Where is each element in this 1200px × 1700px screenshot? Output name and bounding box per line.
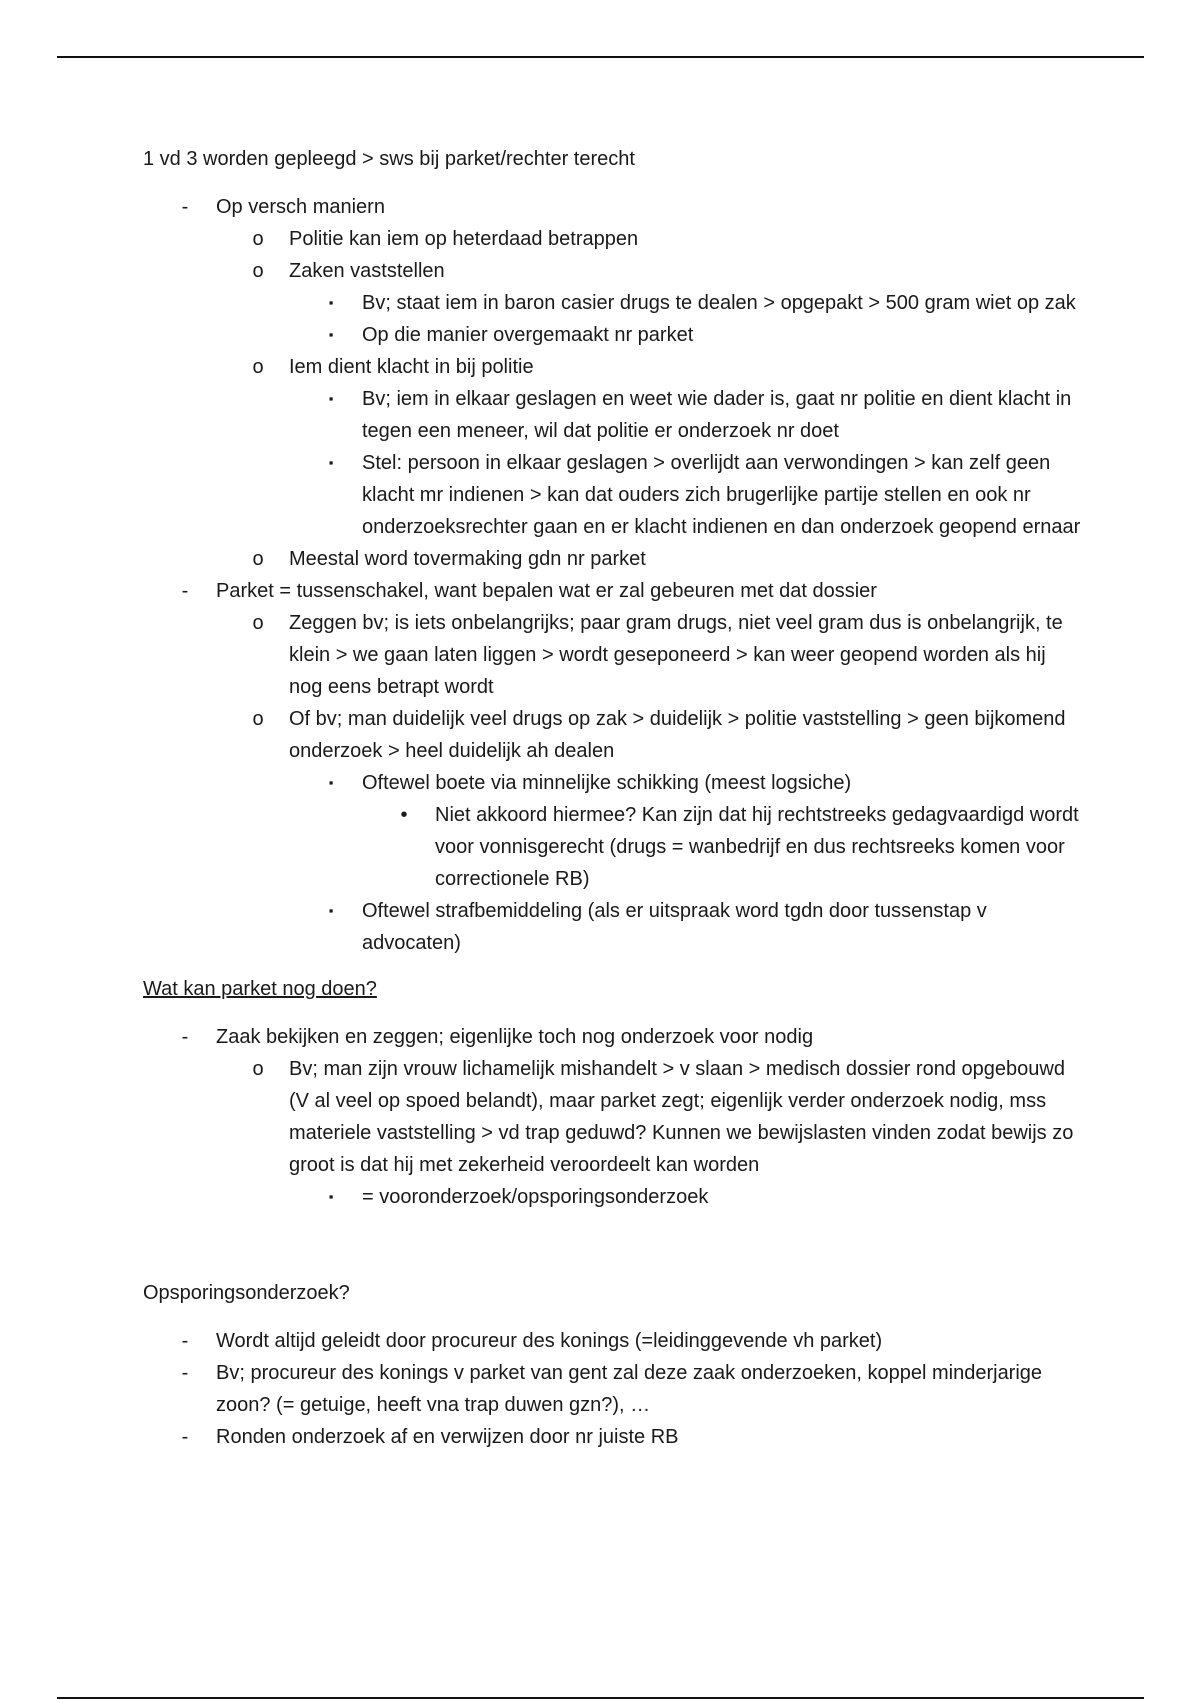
list-item: ▪ = vooronderzoek/opsporingsonderzoek bbox=[143, 1181, 1083, 1213]
list-item: ▪ Bv; staat iem in baron casier drugs te dealen > opgepakt > 500 gram wiet op zak bbox=[143, 287, 1083, 319]
section2-heading: Wat kan parket nog doen? bbox=[143, 978, 377, 1000]
list-item: ▪ Bv; iem in elkaar geslagen en weet wie dader is, gaat nr politie en dient klacht in tegen een meneer, wil dat politie er onderzoek nr doet bbox=[143, 383, 1083, 447]
footer-rule bbox=[57, 1697, 1144, 1699]
list-item: ▪ Oftewel boete via minnelijke schikking (meest logsiche) bbox=[143, 767, 1083, 799]
list-item: - Ronden onderzoek af en verwijzen door nr juiste RB bbox=[143, 1421, 1083, 1453]
square-bullet-icon: ▪ bbox=[328, 327, 334, 342]
list-item: o Zeggen bv; is iets onbelangrijks; paar gram drugs, niet veel gram dus is onbelangrijk, te klein > we gaan laten liggen > wordt geseponeerd > kan weer geopend worden als hij nog eens betrapt wordt bbox=[143, 607, 1083, 703]
section3-list bbox=[143, 1325, 1083, 1453]
bullet-icon: • bbox=[400, 804, 408, 826]
list-item: - Parket = tussenschakel, want bepalen wat er zal gebeuren met dat dossier bbox=[143, 575, 1083, 607]
square-bullet-icon: ▪ bbox=[328, 391, 334, 406]
list-item: - Bv; procureur des konings v parket van gent zal deze zaak onderzoeken, koppel minderjarige zoon? (= getuige, heeft vna trap duwen gzn?), … bbox=[143, 1357, 1083, 1421]
dash-marker: - bbox=[181, 1330, 189, 1352]
list-item: o Iem dient klacht in bij politie bbox=[143, 351, 1083, 383]
list-item: o Zaken vaststellen bbox=[143, 255, 1083, 287]
circle-marker: o bbox=[252, 612, 264, 634]
list-item: • Niet akkoord hiermee? Kan zijn dat hij rechtstreeks gedagvaardigd wordt voor vonnisgerecht (drugs = wanbedrijf en dus rechtsreeks komen voor correctionele RB) bbox=[143, 799, 1083, 895]
circle-marker: o bbox=[252, 548, 264, 570]
circle-marker: o bbox=[252, 708, 264, 730]
header-rule bbox=[57, 56, 1144, 58]
list-item: - Zaak bekijken en zeggen; eigenlijke toch nog onderzoek voor nodig bbox=[143, 1021, 1083, 1053]
square-bullet-icon: ▪ bbox=[328, 295, 334, 310]
dash-marker: - bbox=[181, 580, 189, 602]
section1-list bbox=[143, 191, 1083, 959]
list-item: ▪ Stel: persoon in elkaar geslagen > overlijdt aan verwondingen > kan zelf geen klacht mr indienen > kan dat ouders zich brugerlijke partije stellen en ook nr onderzoeksrechter gaan en er klacht indienen en dan onderzoek geopend ernaar bbox=[143, 447, 1083, 543]
square-bullet-icon: ▪ bbox=[328, 1189, 334, 1204]
dash-marker: - bbox=[181, 1426, 189, 1448]
list-item: ▪ Oftewel strafbemiddeling (als er uitspraak word tgdn door tussenstap v advocaten) bbox=[143, 895, 1083, 959]
square-bullet-icon: ▪ bbox=[328, 903, 334, 918]
list-item: o Politie kan iem op heterdaad betrappen bbox=[143, 223, 1083, 255]
dash-marker: - bbox=[181, 1026, 189, 1048]
list-item: ▪ Op die manier overgemaakt nr parket bbox=[143, 319, 1083, 351]
square-bullet-icon: ▪ bbox=[328, 775, 334, 790]
document-body bbox=[143, 143, 1083, 1453]
section2-list bbox=[143, 1021, 1083, 1213]
dash-marker: - bbox=[181, 196, 189, 218]
list-item: o Meestal word tovermaking gdn nr parket bbox=[143, 543, 1083, 575]
list-item: o Bv; man zijn vrouw lichamelijk mishandelt > v slaan > medisch dossier rond opgebouwd (V al veel op spoed belandt), maar parket zegt; eigenlijk verder onderzoek nodig, mss materiele vaststelling > vd trap geduwd? Kunnen we bewijslasten vinden zodat bewijs zo groot is dat hij met zekerheid veroordeelt kan worden bbox=[143, 1053, 1083, 1181]
list-item: - Op versch maniern bbox=[143, 191, 1083, 223]
circle-marker: o bbox=[252, 260, 264, 282]
list-item: o Of bv; man duidelijk veel drugs op zak > duidelijk > politie vaststelling > geen bijkomend onderzoek > heel duidelijk ah dealen bbox=[143, 703, 1083, 767]
intro-paragraph: 1 vd 3 worden gepleegd > sws bij parket/rechter terecht bbox=[143, 148, 635, 170]
square-bullet-icon: ▪ bbox=[328, 455, 334, 470]
circle-marker: o bbox=[252, 356, 264, 378]
circle-marker: o bbox=[252, 1058, 264, 1080]
dash-marker: - bbox=[181, 1362, 189, 1384]
circle-marker: o bbox=[252, 228, 264, 250]
section3-heading: Opsporingsonderzoek? bbox=[143, 1282, 350, 1304]
list-item: - Wordt altijd geleidt door procureur des konings (=leidinggevende vh parket) bbox=[143, 1325, 1083, 1357]
